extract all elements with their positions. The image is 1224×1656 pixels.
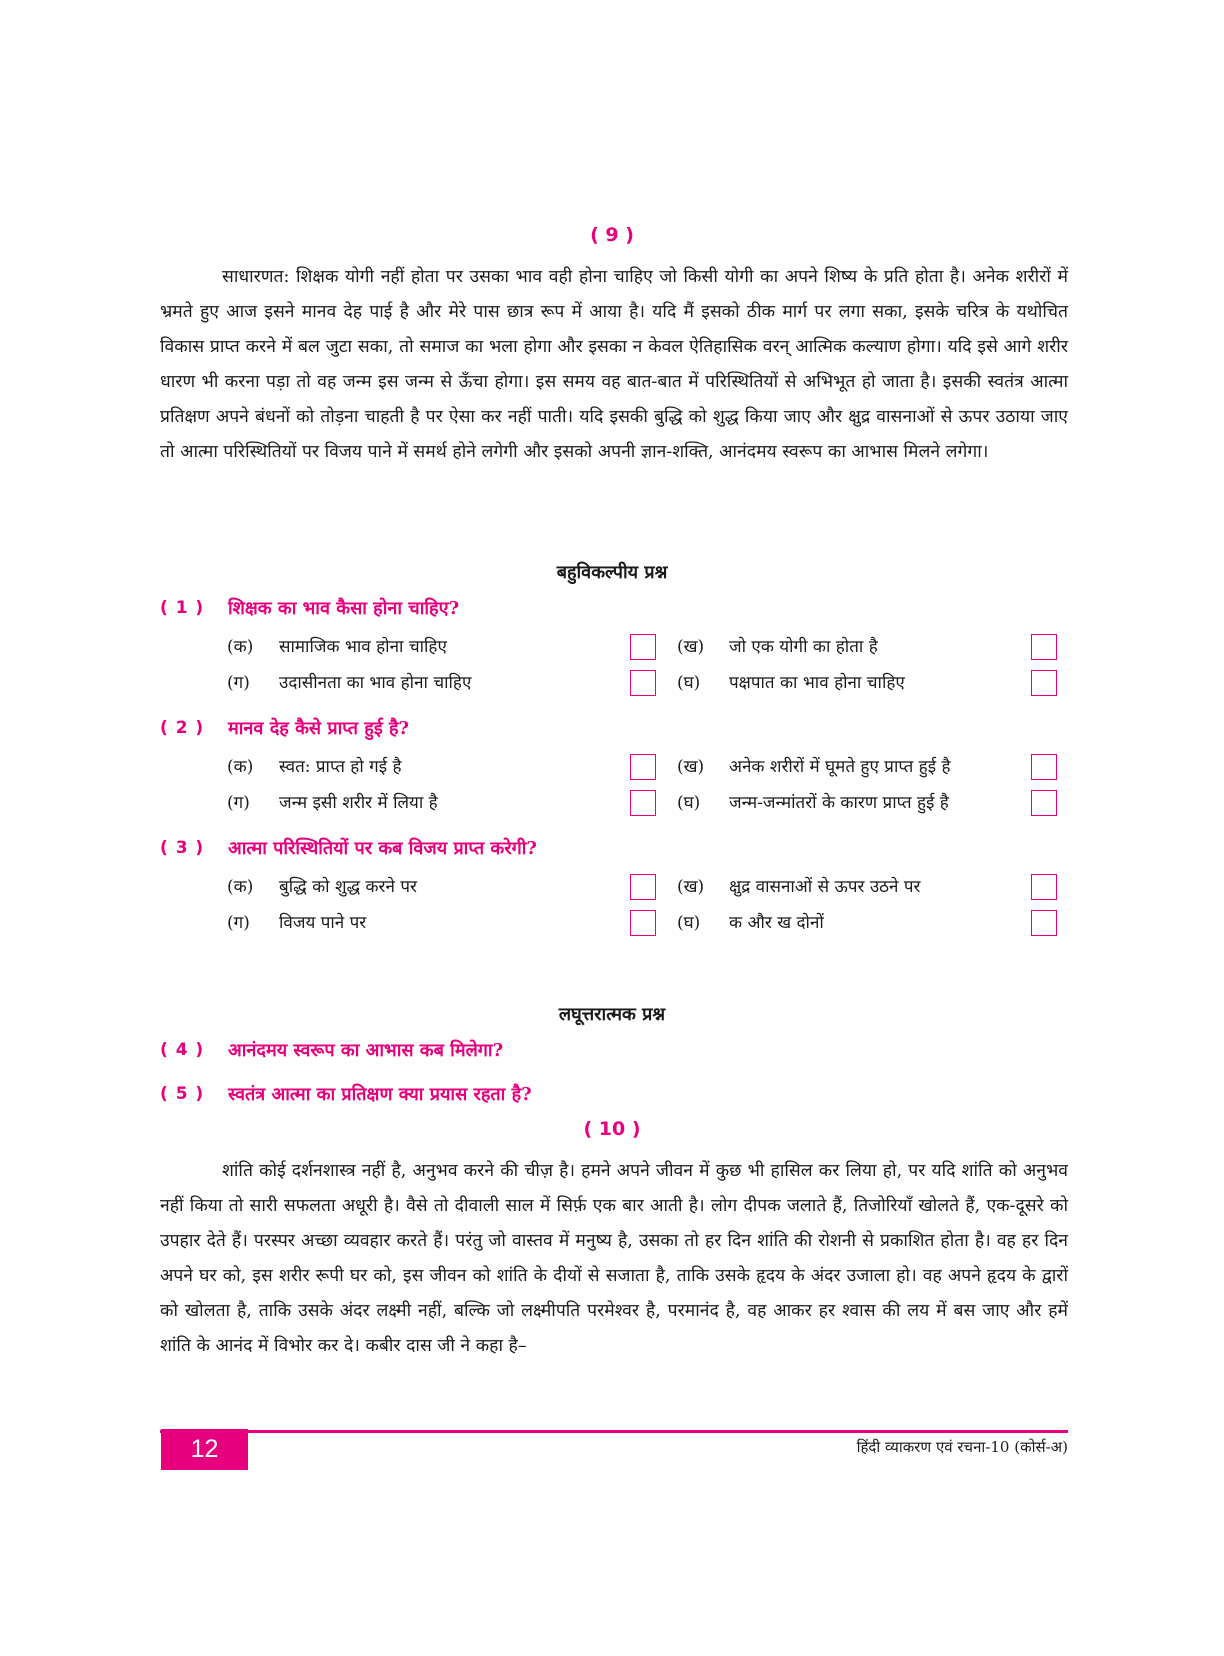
question-number: ( 2 ) [160, 718, 205, 738]
option-checkbox[interactable] [1031, 634, 1057, 660]
option-text: पक्षपात का भाव होना चाहिए [729, 672, 905, 693]
option-ka [227, 628, 447, 662]
option-gha [677, 664, 905, 698]
option-row [227, 868, 1080, 902]
option-checkbox[interactable] [630, 790, 656, 816]
option-text: जन्म इसी शरीर में लिया है [279, 792, 438, 813]
option-text: बुद्धि को शुद्ध करने पर [279, 876, 417, 897]
option-kha [677, 868, 920, 902]
book-title: हिंदी व्याकरण एवं रचना-10 (कोर्स-अ) [856, 1438, 1068, 1456]
option-label: (घ) [677, 792, 701, 813]
mcq-heading: बहुविकल्पीय प्रश्न [556, 562, 668, 583]
option-checkbox[interactable] [1031, 910, 1057, 936]
question-text: शिक्षक का भाव कैसा होना चाहिए? [228, 598, 460, 619]
option-text: सामाजिक भाव होना चाहिए [279, 636, 447, 657]
option-gha [677, 784, 949, 818]
option-gha [677, 904, 824, 938]
option-label: (क) [227, 756, 254, 777]
option-label: (घ) [677, 672, 701, 693]
option-kha [677, 628, 878, 662]
question-number: ( 3 ) [160, 838, 205, 858]
passage-10: शांति कोई दर्शनशास्त्र नहीं है, अनुभव करने की चीज़ है। हमने अपने जीवन में कुछ भी हासिल कर लिया हो, पर यदि शांति को अनुभव नहीं किया तो सारी सफलता अधूरी है। वैसे तो दीवाली साल में सिर्फ़ एक बार आती है। लोग दीपक जलाते हैं, तिजोरियाँ खोलते हैं, एक-दूसरे को उपहार देते हैं। परस्पर अच्छा व्यवहार करते हैं। परंतु जो वास्तव में मनुष्य है, उसका तो हर दिन शांति की रोशनी से प्रकाशित होता है। वह हर दिन अपने घर को, इस शरीर रूपी घर को, इस जीवन को शांति के दीयों से सजाता है, ताकि उसके हृदय के अंदर उजाला हो। वह अपने हृदय के द्वारों को खोलता है, ताकि उसके अंदर लक्ष्मी नहीं, बल्कि जो लक्ष्मीपति परमेश्वर है, परमानंद है, वह आकर हर श्वास की लय में बस जाए और हमें शांति के आनंद में विभोर कर दे। कबीर दास जी ने कहा है– [160, 1161, 1068, 1356]
option-row [227, 784, 1080, 818]
option-checkbox[interactable] [1031, 790, 1057, 816]
option-checkbox[interactable] [1031, 670, 1057, 696]
option-checkbox[interactable] [630, 874, 656, 900]
option-checkbox[interactable] [630, 754, 656, 780]
question-text: आत्मा परिस्थितियों पर कब विजय प्राप्त करेगी? [228, 838, 537, 859]
question-number: ( 4 ) [160, 1040, 205, 1060]
option-row [227, 628, 1080, 662]
section-10-number: ( 10 ) [583, 1118, 641, 1140]
option-label: (ग) [227, 672, 250, 693]
option-label: (क) [227, 876, 254, 897]
page-number: 12 [161, 1429, 248, 1470]
option-ga [227, 664, 471, 698]
short-answer-heading: लघूत्तरात्मक प्रश्न [558, 1004, 666, 1025]
option-ga [227, 904, 366, 938]
option-text: स्वत: प्राप्त हो गई है [279, 756, 402, 777]
question-text: स्वतंत्र आत्मा का प्रतिक्षण क्या प्रयास रहता है? [228, 1084, 532, 1105]
question-2 [160, 712, 1080, 744]
option-row [227, 664, 1080, 698]
option-text: जन्म-जन्मांतरों के कारण प्राप्त हुई है [729, 792, 949, 813]
question-text: आनंदमय स्वरूप का आभास कब मिलेगा? [228, 1040, 504, 1061]
option-ga [227, 784, 438, 818]
question-3 [160, 832, 1080, 864]
passage-9: साधारणत: शिक्षक योगी नहीं होता पर उसका भाव वही होना चाहिए जो किसी योगी का अपने शिष्य के प्रति होता है। अनेक शरीरों में भ्रमते हुए आज इसने मानव देह पाई है और मेरे पास छात्र रूप में आया है। यदि मैं इसको ठीक मार्ग पर लगा सका, इसके चरित्र के यथोचित विकास प्राप्त करने में बल जुटा सका, तो समाज का भला होगा और इसका न केवल ऐतिहासिक वरन् आत्मिक कल्याण होगा। यदि इसे आगे शरीर धारण भी करना पड़ा तो वह जन्म इस जन्म से ऊँचा होगा। इस समय वह बात-बात में परिस्थितियों से अभिभूत हो जाता है। इसकी स्वतंत्र आत्मा प्रतिक्षण अपने बंधनों को तोड़ना चाहती है पर ऐसा कर नहीं पाती। यदि इसकी बुद्धि को शुद्ध किया जाए और क्षुद्र वासनाओं से ऊपर उठाया जाए तो आत्मा परिस्थितियों पर विजय पाने में समर्थ होने लगेगी और इसको अपनी ज्ञान-शक्ति, आनंदमय स्वरूप का आभास मिलने लगेगा। [160, 267, 1068, 462]
option-label: (ख) [677, 636, 705, 657]
option-checkbox[interactable] [630, 910, 656, 936]
option-text: अनेक शरीरों में घूमते हुए प्राप्त हुई है [729, 756, 951, 777]
option-text: क और ख दोनों [729, 912, 824, 933]
question-number: ( 1 ) [160, 598, 205, 618]
option-checkbox[interactable] [1031, 874, 1057, 900]
option-text: जो एक योगी का होता है [729, 636, 878, 657]
option-checkbox[interactable] [630, 670, 656, 696]
option-label: (ख) [677, 876, 705, 897]
option-ka [227, 748, 401, 782]
footer-rule [160, 1430, 1068, 1433]
option-row [227, 904, 1080, 938]
option-label: (ख) [677, 756, 705, 777]
option-text: क्षुद्र वासनाओं से ऊपर उठने पर [729, 876, 921, 897]
option-label: (ग) [227, 912, 250, 933]
option-label: (ग) [227, 792, 250, 813]
option-kha [677, 748, 950, 782]
question-number: ( 5 ) [160, 1084, 205, 1104]
question-text: मानव देह कैसे प्राप्त हुई है? [228, 718, 410, 739]
option-ka [227, 868, 417, 902]
question-1 [160, 592, 1080, 624]
option-text: उदासीनता का भाव होना चाहिए [279, 672, 472, 693]
option-checkbox[interactable] [630, 634, 656, 660]
option-label: (घ) [677, 912, 701, 933]
question-4 [160, 1034, 1080, 1066]
option-checkbox[interactable] [1031, 754, 1057, 780]
question-5 [160, 1078, 1080, 1110]
option-text: विजय पाने पर [279, 912, 367, 933]
section-9-number: ( 9 ) [590, 224, 634, 246]
option-label: (क) [227, 636, 254, 657]
option-row [227, 748, 1080, 782]
